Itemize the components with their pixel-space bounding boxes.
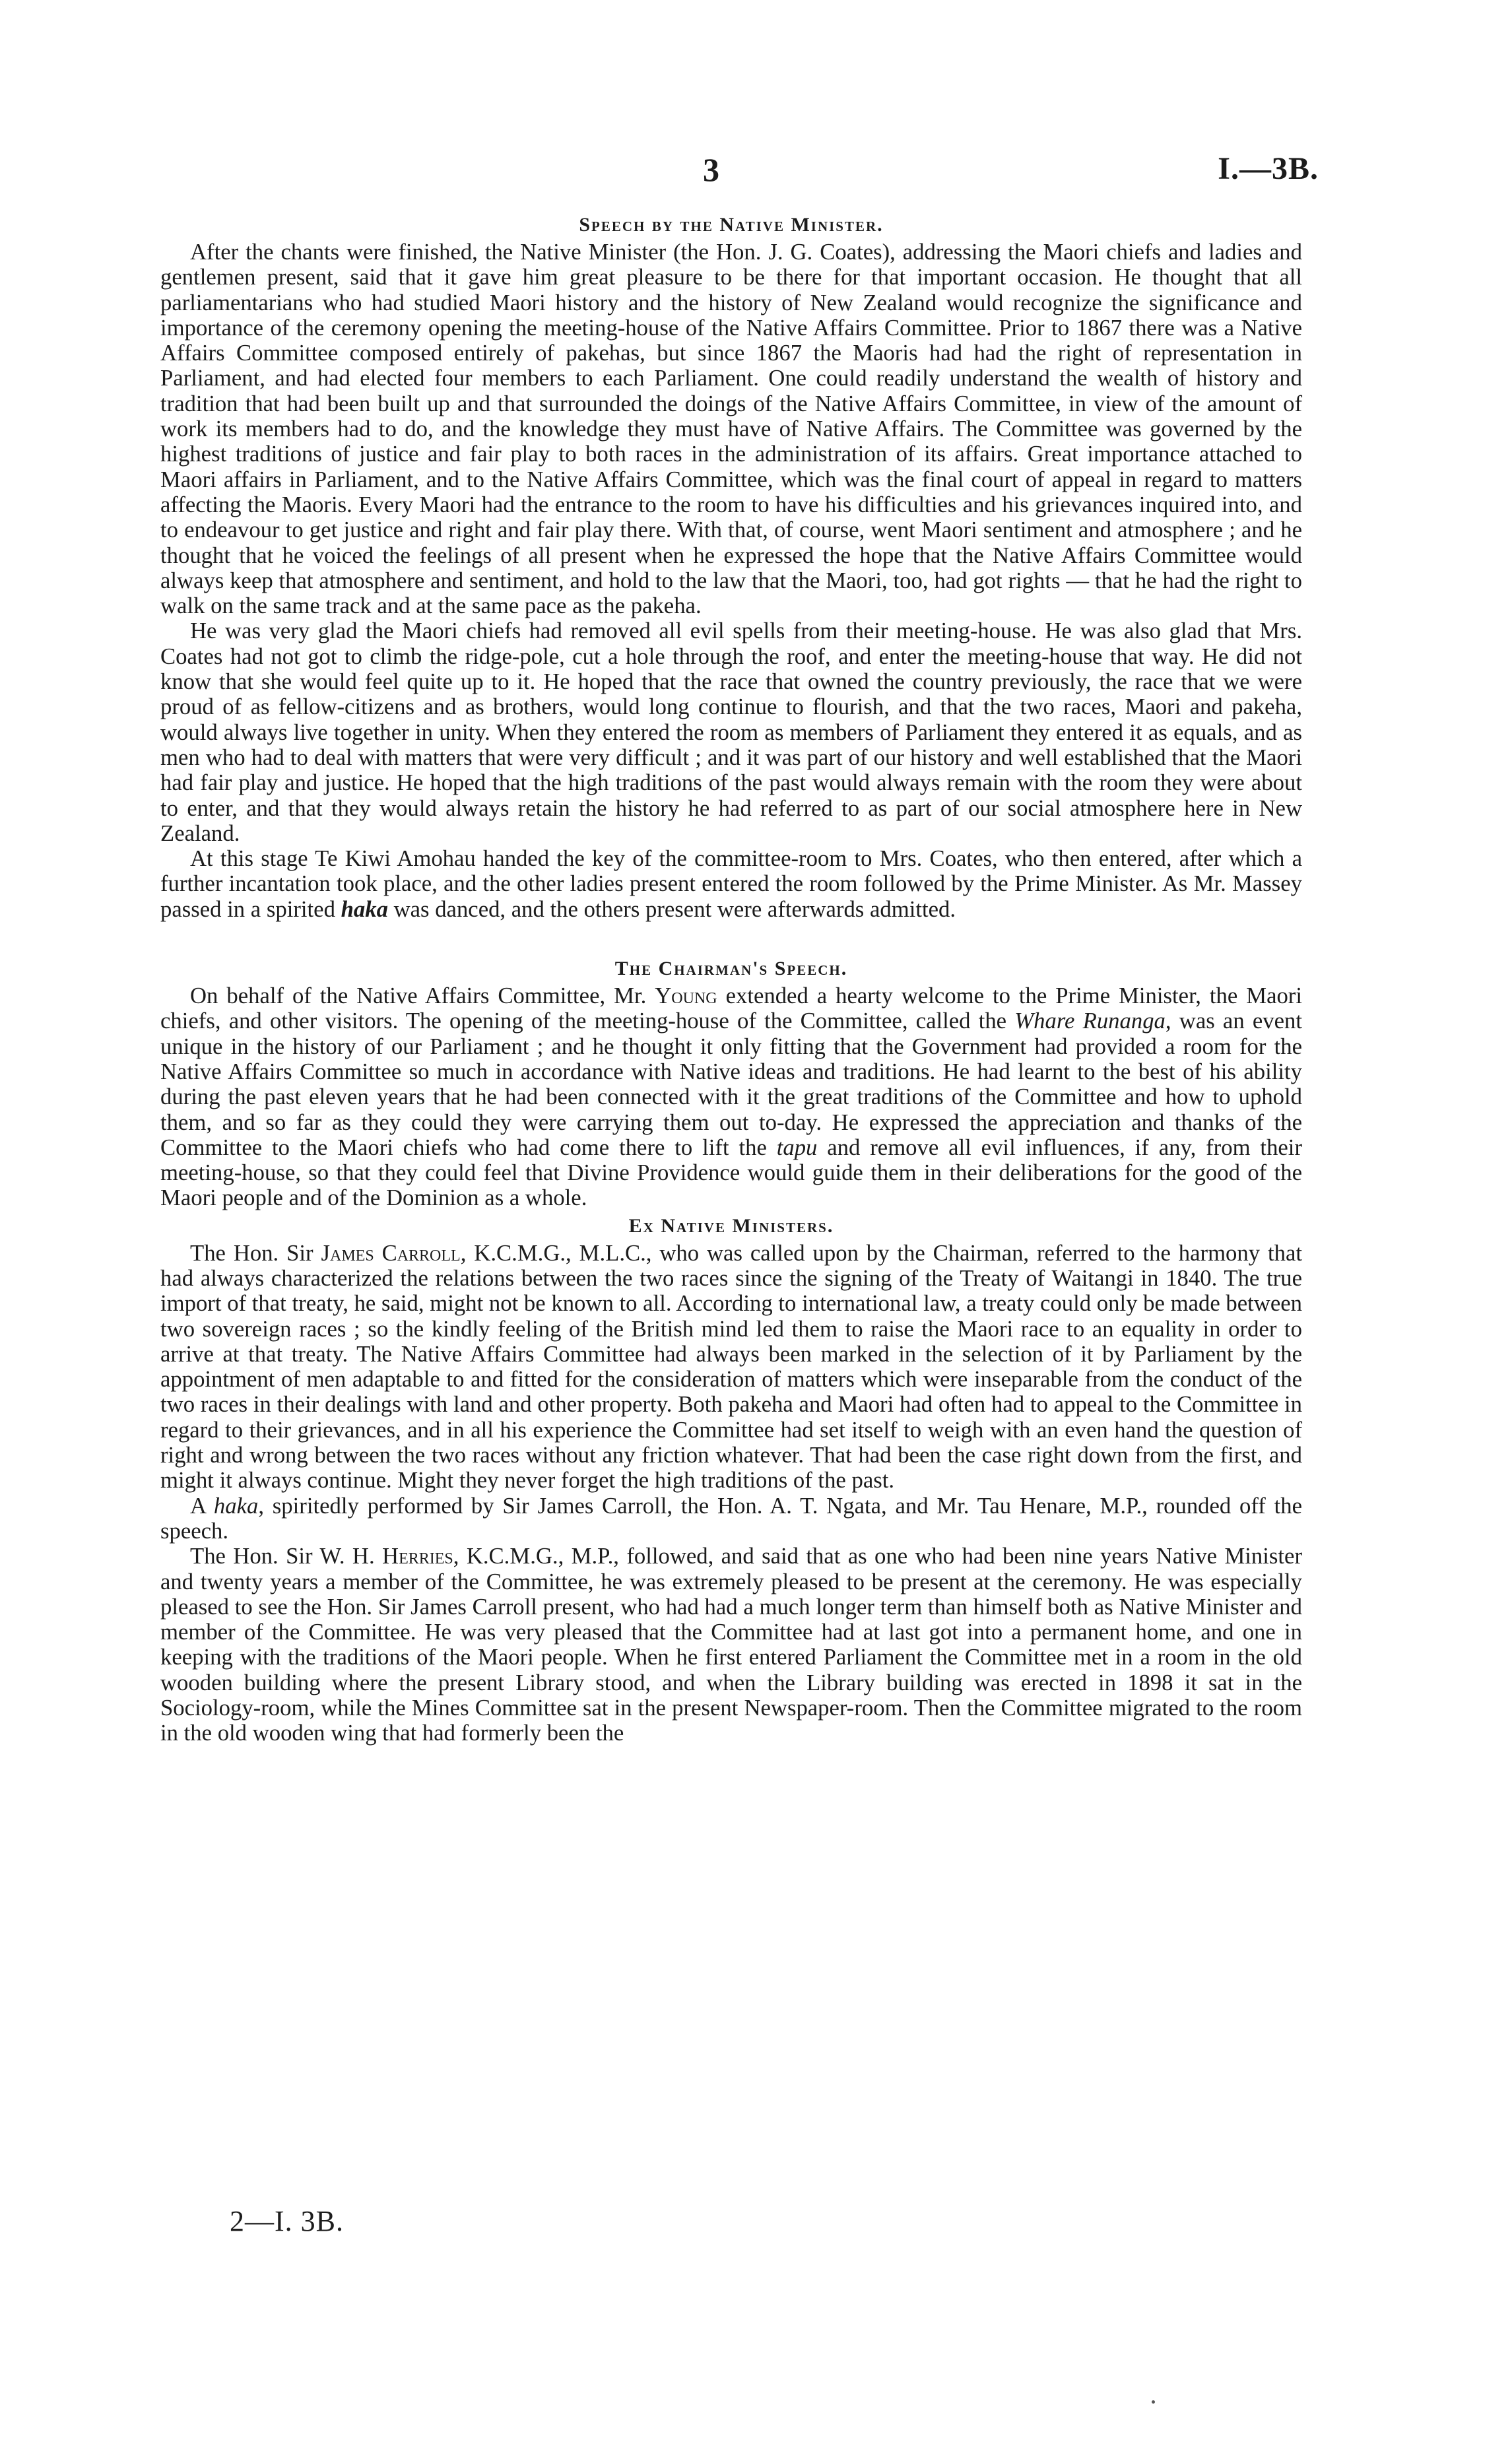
text-run: A <box>190 1492 214 1519</box>
paragraph: After the chants were finished, the Native Minister (the Hon. J. G. Coates), addressing the Maori chiefs and ladies and gentlemen present, said that it gave him great pleasure to be there for that important occasion. He thought that all parliamentarians who had studied Maori history and the history of New Zealand would recognize the significance and importance of the ceremony opening the meeting-house of the Native Affairs Committee. Prior to 1867 there was a Native Affairs Committee composed entirely of pakehas, but since 1867 the Maoris had had the right of representation in Parliament, and had elected four members to each Parliament. One could readily understand the wealth of history and tradition that had been built up and that surrounded the doings of the Native Affairs Committee, in view of the amount of work its members had to do, and the knowledge they must have of Native Affairs. The Committee was governed by the highest traditions of justice and fair play to both races in the administration of its affairs. Great importance attached to Maori affairs in Parliament, and to the Native Affairs Committee, which was the final court of appeal in regard to matters affecting the Maoris. Every Maori had the entrance to the room to have his difficulties and his grievances inquired into, and to endeavour to get justice and right and fair play there. With that, of course, went Maori sentiment and atmosphere ; and he thought that he voiced the feelings of all present when he expressed the hope that the Native Affairs Committee would always keep that atmosphere and sentiment, and hold to the law that the Maori, too, had got rights — that he had the right to walk on the same track and at the same pace as the pakeha. <box>160 239 1302 619</box>
document-reference: I.—3B. <box>1218 151 1319 186</box>
paragraph-carroll <box>160 1241 1302 1494</box>
text-run: extended a hearty welcome to the Prime Minister, the Maori chiefs, and other visitors. The opening of the meeting-house of the Committee, called the <box>160 983 1302 1034</box>
signature-reference: 2—I. 3B. <box>230 2205 344 2237</box>
paragraph-key-handover <box>160 846 1302 922</box>
italic-term: Whare Runanga <box>1014 1008 1166 1034</box>
paragraph-haka-note <box>160 1494 1302 1544</box>
text-run: and remove all evil influences, if any, from their meeting-house, so that they could feel that Divine Providence would guide them in their deliberations for the good of the Maori people and of the Dominion as a whole. <box>160 1134 1302 1211</box>
text-run: , K.C.M.G., M.P., followed, and said that as one who had been nine years Native Minister and twenty years a member of the Committee, he was extremely pleased to be present at the ceremony. He was especially pleased to see the Hon. Sir James Carroll present, who had had a much longer term than himself both as Native Minister and member of the Committee. He was very pleased that the Committee had at last got into a permanent home, and one in keeping with the traditions of the Maori people. When he first entered Parliament the Committee met in a room in the old wooden building where the present Library stood, and when the Library building was erected in 1898 it sat in the Sociology-room, while the Mines Committee sat in the present Newspaper-room. Then the Committee migrated to the room in the old wooden wing that had formerly been the <box>160 1543 1302 1746</box>
text-run: The Hon. Sir <box>190 1239 321 1266</box>
speaker-name: Young <box>655 983 717 1009</box>
text-run: was danced, and the others present were afterwards admitted. <box>387 896 956 922</box>
text-run: , spiritedly performed by Sir James Carroll, the Hon. A. T. Ngata, and Mr. Tau Henare, M.P., rounded off the speech. <box>160 1492 1302 1544</box>
section-heading-chairman: The Chairman's Speech. <box>614 958 848 980</box>
italic-term: tapu <box>776 1134 818 1160</box>
section-heading-ex-native-ministers: Ex Native Ministers. <box>628 1214 834 1237</box>
section-heading-native-minister: Speech by the Native Minister. <box>579 214 884 236</box>
text-run: , K.C.M.G., M.L.C., who was called upon by the Chairman, referred to the harmony that had always characterized the relations between the two races since the signing of the Treaty of Waitangi in 1840. The true import of that treaty, he said, might not be known to all. According to international law, a treaty could only be made between two sovereign races ; so the kindly feeling of the British mind led them to raise the Maori race to an equality in order to arrive at that treaty. The Native Affairs Committee had always been marked in the selection of it by Parliament by the appointment of men adaptable to and fitted for the consideration of matters which were inseparable from the conduct of the two races in their dealings with land and other property. Both pakeha and Maori had often had to appeal to the Committee in regard to their grievances, and in all his experience the Committee had set itself to weigh with an even hand the question of right and wrong between the two races without any friction whatever. That had been the case right down from the first, and might it always continue. Might they never forget the high traditions of the past. <box>160 1239 1302 1494</box>
text-run: , was an event unique in the history of our Parliament ; and he thought it only fitting that the Government had provided a room for the Native Affairs Committee so much in accordance with Native ideas and traditions. He had learnt to the best of his ability during the past eleven years that he had been connected with it the great traditions of the Committee and how to uphold them, and so far as they could they were carrying them out to-day. He expressed the appreciation and thanks of the Committee to the Maori chiefs who had come there to lift the <box>160 1008 1302 1160</box>
body-text <box>160 210 1302 1746</box>
paragraph: He was very glad the Maori chiefs had removed all evil spells from their meeting-house. He was also glad that Mrs. Coates had not got to climb the ridge-pole, cut a hole through the roof, and enter the meeting-house that way. He did not know that she would feel quite up to it. He hoped that the race that owned the country previously, the race that we were proud of as fellow-citizens and as brothers, would long continue to flourish, and that the two races, Maori and pakeha, would always live together in unity. When they entered the room as members of Parliament they entered it as equals, and as men who had to deal with matters that were very difficult ; and it was part of our history and well established that the Maori had fair play and justice. He hoped that the high traditions of the past would always remain with the room they were about to enter, and that they would always retain the history he had referred to as part of our social atmosphere here in New Zealand. <box>160 618 1302 846</box>
italic-term: haka <box>341 896 388 922</box>
paragraph-chairman-speech <box>160 983 1302 1211</box>
speaker-name: James Carroll <box>321 1239 461 1266</box>
text-run: The Hon. Sir W. H. <box>190 1543 383 1569</box>
scan-speck <box>1152 2400 1155 2404</box>
paragraph-herries <box>160 1544 1302 1746</box>
text-run: At this stage Te Kiwi Amohau handed the key of the committee-room to Mrs. Coates, who then entered, after which a further incantation took place, and the other ladies present entered the room followed by the Prime Minister. As Mr. Massey passed in a spirited <box>160 845 1302 922</box>
speaker-name: Herries <box>382 1543 453 1569</box>
page-number: 3 <box>703 151 719 188</box>
italic-term: haka <box>213 1492 259 1519</box>
text-run: On behalf of the Native Affairs Committee, Mr. <box>190 983 655 1009</box>
